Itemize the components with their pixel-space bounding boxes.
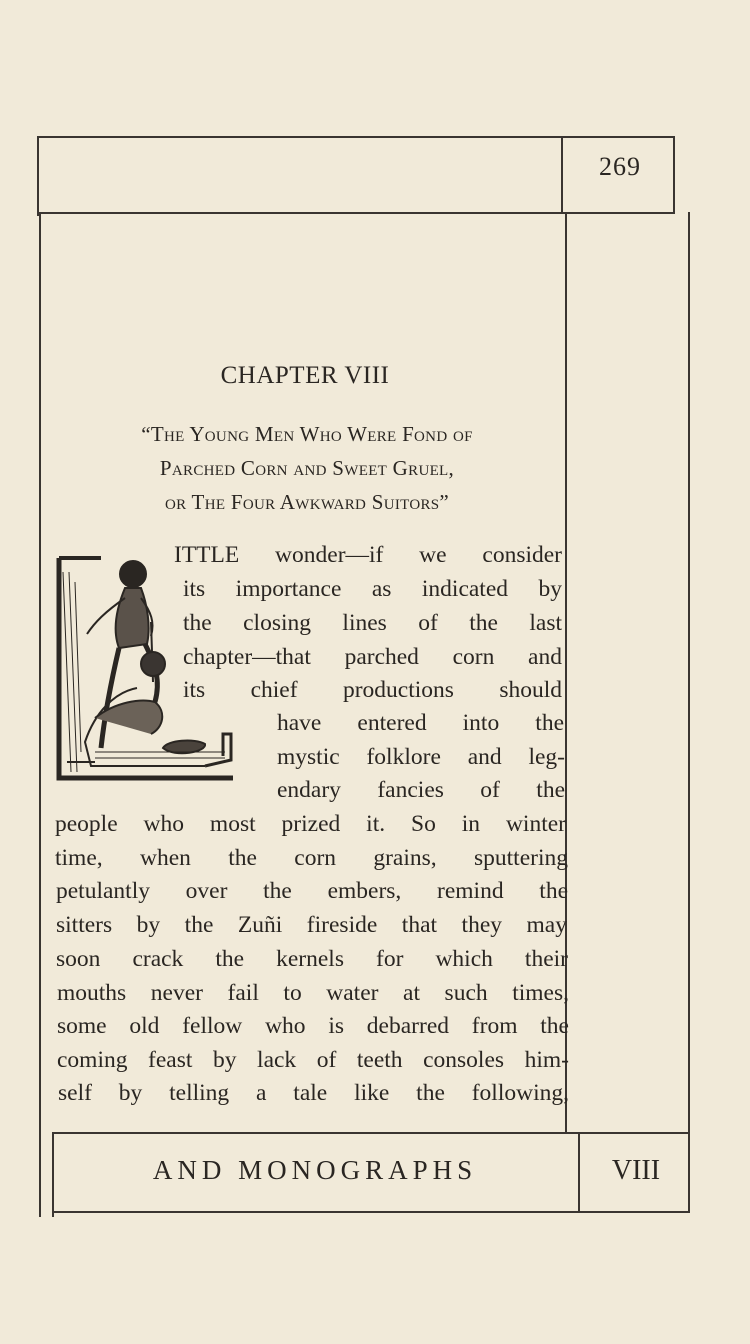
body-line: time, when the corn grains, sputtering bbox=[55, 845, 568, 871]
body-line: the closing lines of the last bbox=[183, 610, 562, 636]
frame-top-border bbox=[37, 136, 675, 138]
volume-number: VIII bbox=[611, 1155, 661, 1186]
body-line: ITTLE wonder—if we consider bbox=[174, 542, 562, 568]
body-line: chapter—that parched corn and bbox=[183, 644, 562, 670]
body-line: coming feast by lack of teeth consoles him- bbox=[57, 1047, 569, 1073]
subtitle-line: Parched Corn and Sweet Gruel, bbox=[159, 456, 455, 480]
frame-left-border-upper bbox=[37, 136, 39, 216]
page-number: 269 bbox=[599, 152, 641, 181]
frame-header-divider bbox=[561, 136, 563, 214]
subtitle-line: or The Four Awkward Suitors” bbox=[164, 490, 450, 514]
body-line: petulantly over the embers, remind the bbox=[56, 878, 568, 904]
frame-footer-rule bbox=[52, 1132, 690, 1134]
series-title: AND MONOGRAPHS bbox=[152, 1155, 478, 1185]
body-line: people who most prized it. So in winter bbox=[55, 811, 566, 837]
body-line: soon crack the kernels for which their bbox=[56, 946, 568, 972]
chapter-title: CHAPTER VIII bbox=[220, 362, 390, 389]
body-line: its chief productions should bbox=[183, 677, 562, 703]
body-line: mouths never fail to water at such times, bbox=[57, 980, 569, 1006]
frame-header-rule bbox=[37, 212, 675, 214]
frame-bottom-border bbox=[52, 1211, 690, 1213]
body-line: sitters by the Zuñi fireside that they may bbox=[56, 912, 567, 938]
body-line: have entered into the bbox=[277, 710, 564, 736]
frame-right-border bbox=[688, 212, 690, 1212]
body-line: some old fellow who is debarred from the bbox=[57, 1013, 569, 1039]
subtitle-line: “The Young Men Who Were Fond of bbox=[141, 422, 473, 446]
body-line: endary fancies of the bbox=[277, 777, 565, 803]
body-line: its importance as indicated by bbox=[183, 576, 562, 602]
chapter-subtitle bbox=[42, 417, 572, 519]
body-line: self by telling a tale like the following, bbox=[58, 1080, 569, 1106]
body-line: mystic folklore and leg- bbox=[277, 744, 565, 770]
